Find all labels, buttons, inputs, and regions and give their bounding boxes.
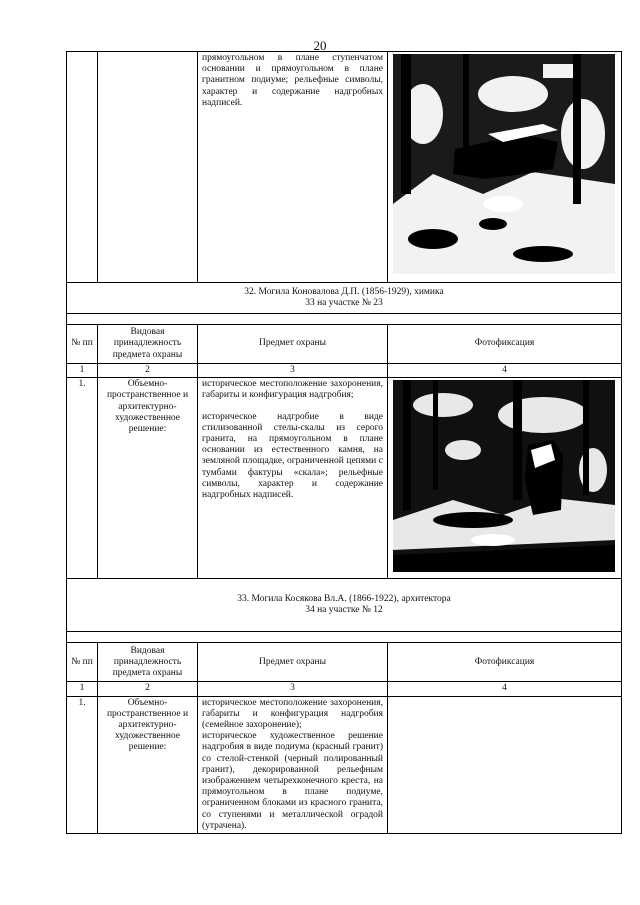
- section-title-row: [67, 283, 622, 314]
- header-kind: Видовая принадлежность предмета охраны: [98, 643, 198, 682]
- col-number: 3: [198, 364, 388, 378]
- photo-cell: [388, 696, 622, 833]
- column-number-row: [67, 682, 622, 696]
- header-row: [67, 643, 622, 682]
- row-subject: [198, 378, 388, 579]
- continued-subject-cell: прямоугольном в плане ступенчатом основании и прямоугольном в плане гранитном подиуме; рельефные символы, характер и содержание надгробных надписей.: [198, 52, 388, 283]
- row-num: 1.: [67, 378, 98, 579]
- header-kind: Видовая принадлежность предмета охраны: [98, 325, 198, 364]
- col-number: 2: [98, 364, 198, 378]
- row-subject: [198, 696, 388, 833]
- subject-paragraph: историческое художественное решение надгробия в виде подиума (красный гранит) со стелой-стенкой (черный полированный гранит), декорированной рельефным изображением четырехконечного креста, на прямоугольном в плане подиуме, ограниченном блоками из красного гранита, со ступенями и металлической оградой (утрачена).: [202, 731, 383, 831]
- col-number: 1: [67, 682, 98, 696]
- tomb-photo: [393, 54, 615, 274]
- continued-row: [67, 52, 622, 283]
- header-row: [67, 325, 622, 364]
- section-subtitle: 33 на участке № 23: [305, 298, 383, 308]
- col-number: 2: [98, 682, 198, 696]
- col-number: 3: [198, 682, 388, 696]
- row-num: 1.: [67, 696, 98, 833]
- header-subject: Предмет охраны: [198, 643, 388, 682]
- row-kind: Объемно-пространственное и архитектурно-художественное решение:: [98, 378, 198, 579]
- subject-paragraph: историческое местоположение захоронения, габариты и конфигурация надгробия (семейное захоронение);: [202, 697, 383, 731]
- section-subtitle: 34 на участке № 12: [305, 605, 383, 616]
- row-kind: Объемно-пространственное и архитектурно-художественное решение:: [98, 696, 198, 833]
- table-row: [67, 378, 622, 579]
- subject-paragraph: историческое местоположение захоронения, габариты и конфигурация надгробия;: [202, 379, 383, 401]
- header-subject: Предмет охраны: [198, 325, 388, 364]
- col-number: 4: [388, 682, 622, 696]
- table-row: [67, 696, 622, 833]
- section-title-row: [67, 579, 622, 632]
- header-photo: Фотофиксация: [388, 643, 622, 682]
- photo-cell: [388, 378, 622, 579]
- col-number: 4: [388, 364, 622, 378]
- col-number: 1: [67, 364, 98, 378]
- photo-cell: [388, 52, 622, 283]
- header-photo: Фотофиксация: [388, 325, 622, 364]
- stele-photo: [393, 380, 615, 572]
- column-number-row: [67, 364, 622, 378]
- page-number: 20: [313, 38, 327, 53]
- header-num: № пп: [67, 643, 98, 682]
- section-title: 32. Могила Коновалова Д.П. (1856-1929), химика: [244, 286, 444, 297]
- subject-paragraph: историческое надгробие в виде стилизованной стелы-скалы из серого гранита, на прямоугольном в плане основании из естественного камня, на земляной площадке, ограниченной цепями с тумбами фактуры «скала»; рельефные символы, характер и содержание надгробных надписей.: [202, 411, 383, 501]
- section-title: 33. Могила Косякова Вл.А. (1866-1922), архитектора: [237, 594, 451, 605]
- header-num: № пп: [67, 325, 98, 364]
- heritage-table: [66, 51, 621, 861]
